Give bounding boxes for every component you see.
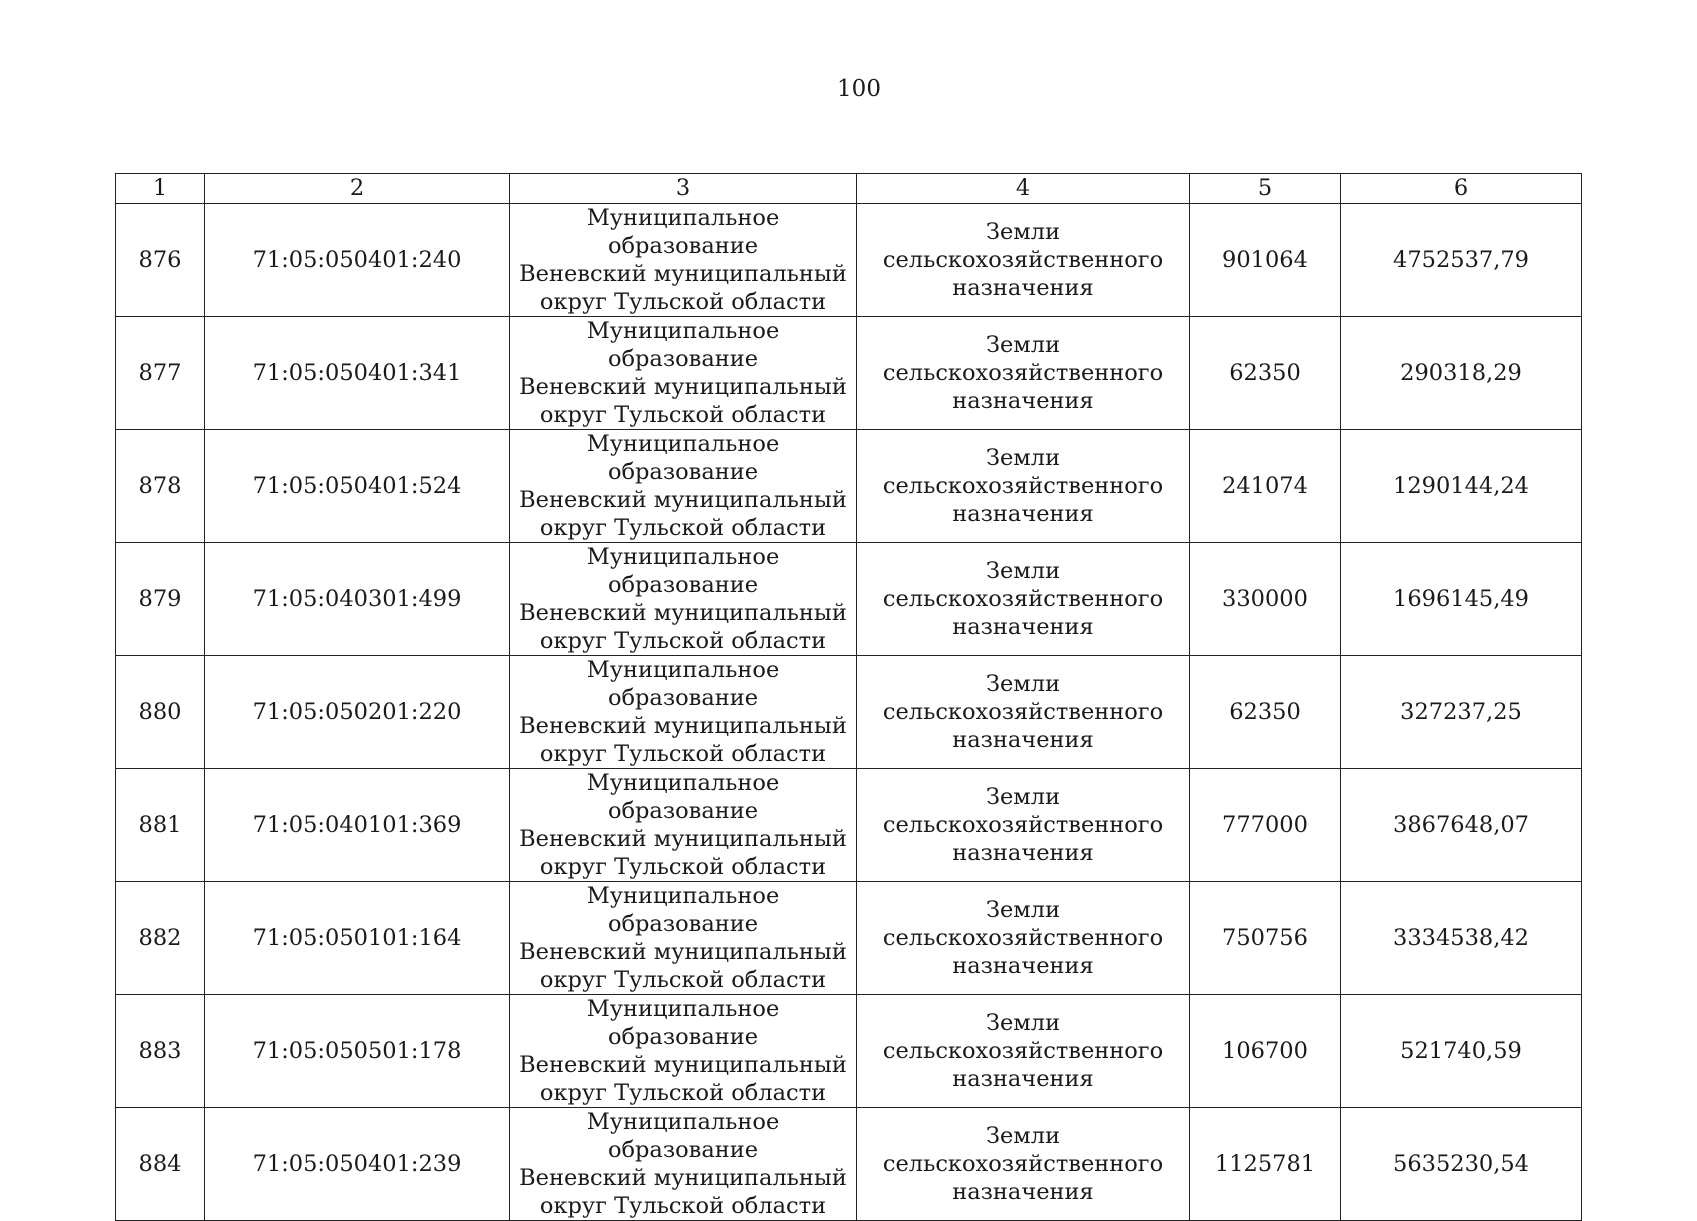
cadastral-value-cell: 1290144,24 [1341, 430, 1582, 543]
land-category-cell-line: сельскохозяйственного [882, 1038, 1164, 1064]
land-category-cell-line: Земли [985, 1010, 1061, 1036]
column-header-6: 6 [1341, 174, 1582, 204]
cadastral-value-cell: 3334538,42 [1341, 882, 1582, 995]
owner-cell-line: Веневский муниципальный [519, 713, 847, 739]
owner-cell-line: округ Тульской области [539, 741, 827, 767]
land-category-cell [857, 430, 1190, 543]
owner-cell-line: Веневский муниципальный [519, 261, 847, 287]
area-cell: 106700 [1190, 995, 1341, 1108]
area-cell: 750756 [1190, 882, 1341, 995]
cadastral-value-cell: 5635230,54 [1341, 1108, 1582, 1221]
owner-cell [510, 543, 857, 656]
land-category-cell-line: Земли [985, 445, 1061, 471]
land-category-cell-line: назначения [952, 388, 1094, 414]
owner-cell-line: Муниципальное образование [586, 318, 780, 372]
column-header-3: 3 [510, 174, 857, 204]
land-category-cell-line: назначения [952, 840, 1094, 866]
owner-cell-line: Муниципальное образование [586, 1109, 780, 1163]
table-row [116, 543, 1582, 656]
owner-cell-line: Веневский муниципальный [519, 1165, 847, 1191]
row-number-cell: 883 [116, 995, 205, 1108]
owner-cell-line: Муниципальное образование [586, 770, 780, 824]
land-category-cell-line: назначения [952, 1066, 1094, 1092]
land-category-cell [857, 1108, 1190, 1221]
owner-cell-line: Муниципальное образование [586, 883, 780, 937]
cadastral-number-cell: 71:05:050401:341 [205, 317, 510, 430]
land-category-cell [857, 204, 1190, 317]
owner-cell-line: округ Тульской области [539, 402, 827, 428]
land-category-cell-line: Земли [985, 671, 1061, 697]
owner-cell [510, 1108, 857, 1221]
land-category-cell-line: Земли [985, 897, 1061, 923]
land-category-cell-line: сельскохозяйственного [882, 247, 1164, 273]
owner-cell-line: Муниципальное образование [586, 431, 780, 485]
area-cell: 62350 [1190, 317, 1341, 430]
owner-cell [510, 317, 857, 430]
land-category-cell-line: сельскохозяйственного [882, 473, 1164, 499]
land-category-cell [857, 317, 1190, 430]
column-header-5: 5 [1190, 174, 1341, 204]
land-category-cell-line: сельскохозяйственного [882, 925, 1164, 951]
cadastral-number-cell: 71:05:050401:524 [205, 430, 510, 543]
owner-cell-line: округ Тульской области [539, 628, 827, 654]
cadastral-value-cell: 4752537,79 [1341, 204, 1582, 317]
owner-cell [510, 882, 857, 995]
header-row [116, 174, 1582, 204]
table-row [116, 882, 1582, 995]
cadastral-number-cell: 71:05:050201:220 [205, 656, 510, 769]
column-header-1: 1 [116, 174, 205, 204]
table-body [116, 174, 1582, 1221]
owner-cell-line: Муниципальное образование [586, 657, 780, 711]
owner-cell-line: округ Тульской области [539, 515, 827, 541]
table-row [116, 769, 1582, 882]
table-row [116, 204, 1582, 317]
owner-cell-line: округ Тульской области [539, 854, 827, 880]
land-category-cell-line: сельскохозяйственного [882, 360, 1164, 386]
cadastral-number-cell: 71:05:050101:164 [205, 882, 510, 995]
row-number-cell: 879 [116, 543, 205, 656]
land-category-cell-line: назначения [952, 727, 1094, 753]
owner-cell [510, 995, 857, 1108]
owner-cell-line: округ Тульской области [539, 289, 827, 315]
table-row [116, 995, 1582, 1108]
owner-cell-line: Муниципальное образование [586, 544, 780, 598]
land-category-cell-line: Земли [985, 558, 1061, 584]
row-number-cell: 877 [116, 317, 205, 430]
land-category-cell-line: Земли [985, 332, 1061, 358]
table-row [116, 430, 1582, 543]
table-row [116, 317, 1582, 430]
table-row [116, 1108, 1582, 1221]
land-category-cell [857, 882, 1190, 995]
land-category-cell-line: назначения [952, 953, 1094, 979]
cadastral-number-cell: 71:05:050401:240 [205, 204, 510, 317]
owner-cell-line: Веневский муниципальный [519, 939, 847, 965]
owner-cell-line: Веневский муниципальный [519, 1052, 847, 1078]
cadastral-number-cell: 71:05:050401:239 [205, 1108, 510, 1221]
row-number-cell: 876 [116, 204, 205, 317]
land-category-cell [857, 543, 1190, 656]
cadastral-value-cell: 290318,29 [1341, 317, 1582, 430]
area-cell: 241074 [1190, 430, 1341, 543]
owner-cell-line: Веневский муниципальный [519, 600, 847, 626]
area-cell: 330000 [1190, 543, 1341, 656]
area-cell: 777000 [1190, 769, 1341, 882]
cadastral-value-cell: 327237,25 [1341, 656, 1582, 769]
owner-cell-line: округ Тульской области [539, 1193, 827, 1219]
area-cell: 901064 [1190, 204, 1341, 317]
owner-cell [510, 430, 857, 543]
cadastral-number-cell: 71:05:040301:499 [205, 543, 510, 656]
land-category-cell-line: назначения [952, 275, 1094, 301]
owner-cell-line: Веневский муниципальный [519, 826, 847, 852]
land-category-cell-line: сельскохозяйственного [882, 1151, 1164, 1177]
land-category-cell-line: сельскохозяйственного [882, 699, 1164, 725]
cadastral-value-cell: 3867648,07 [1341, 769, 1582, 882]
row-number-cell: 878 [116, 430, 205, 543]
page-number: 100 [837, 76, 881, 102]
land-category-cell-line: Земли [985, 1123, 1061, 1149]
area-cell: 62350 [1190, 656, 1341, 769]
land-category-cell [857, 656, 1190, 769]
land-category-cell [857, 995, 1190, 1108]
column-header-4: 4 [857, 174, 1190, 204]
column-header-2: 2 [205, 174, 510, 204]
row-number-cell: 882 [116, 882, 205, 995]
land-category-cell-line: назначения [952, 1179, 1094, 1205]
owner-cell-line: Веневский муниципальный [519, 374, 847, 400]
owner-cell [510, 769, 857, 882]
cadastral-value-cell: 521740,59 [1341, 995, 1582, 1108]
owner-cell-line: Муниципальное образование [586, 205, 780, 259]
land-category-cell-line: назначения [952, 614, 1094, 640]
row-number-cell: 881 [116, 769, 205, 882]
owner-cell-line: Муниципальное образование [586, 996, 780, 1050]
land-category-cell-line: назначения [952, 501, 1094, 527]
table-row [116, 656, 1582, 769]
owner-cell-line: Веневский муниципальный [519, 487, 847, 513]
land-category-cell-line: сельскохозяйственного [882, 586, 1164, 612]
owner-cell [510, 204, 857, 317]
owner-cell-line: округ Тульской области [539, 1080, 827, 1106]
owner-cell [510, 656, 857, 769]
row-number-cell: 884 [116, 1108, 205, 1221]
land-category-cell-line: Земли [985, 784, 1061, 810]
land-category-cell-line: Земли [985, 219, 1061, 245]
cadastral-number-cell: 71:05:040101:369 [205, 769, 510, 882]
land-category-cell-line: сельскохозяйственного [882, 812, 1164, 838]
land-category-cell [857, 769, 1190, 882]
cadastral-number-cell: 71:05:050501:178 [205, 995, 510, 1108]
row-number-cell: 880 [116, 656, 205, 769]
cadastral-value-cell: 1696145,49 [1341, 543, 1582, 656]
land-registry-table [115, 173, 1582, 1221]
area-cell: 1125781 [1190, 1108, 1341, 1221]
owner-cell-line: округ Тульской области [539, 967, 827, 993]
